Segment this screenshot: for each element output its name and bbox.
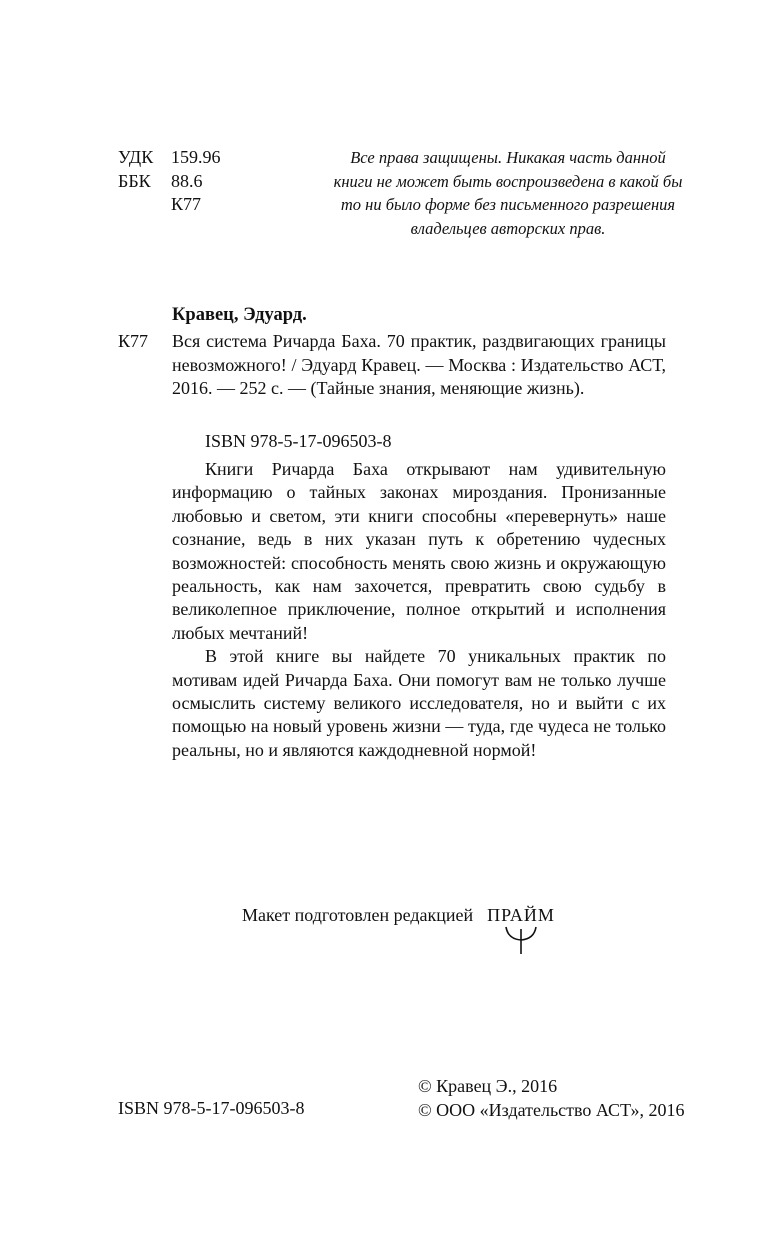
- copyright-publisher: © ООО «Издательство АСТ», 2016: [418, 1099, 685, 1120]
- classification-block: [118, 146, 221, 217]
- publisher-logo: [487, 905, 555, 955]
- isbn-main: ISBN 978-5-17-096503-8: [205, 431, 392, 451]
- bbk-value: 88.6: [171, 170, 203, 191]
- annotation-paragraph: Книги Ричарда Баха открывают нам удивительную информацию о тайных законах мироздания. Пронизанные любовью и светом, эти книги способны «перевернуть» наше сознание, ведь в них указан путь к обретению чудесных возможностей: способность менять свою жизнь и окружающую реальность, как нам захочется, превратить свою судьбу в великолепное приключение, полное открытий и исполнения любых мечтаний!: [172, 459, 666, 643]
- udk-label: УДК: [118, 147, 154, 167]
- bibliographic-entry: Вся система Ричарда Баха. 70 практик, раздвигающих границы невозможного! / Эдуард Кравец. — Москва : Издательство АСТ, 2016. — 252 с. — (Тайные знания, меняющие жизнь).: [172, 331, 666, 398]
- publisher-logo-text: ПРАЙМ: [487, 905, 555, 925]
- author-code-row: [118, 193, 221, 217]
- copyright-block: [418, 1075, 685, 1122]
- annotation: [172, 458, 666, 762]
- layout-credit-text: Макет подготовлен редакцией: [242, 905, 474, 925]
- layout-credit: [242, 905, 555, 955]
- udk-row: [118, 146, 221, 170]
- bbk-row: [118, 170, 221, 194]
- author-code-margin: К77: [118, 331, 149, 351]
- udk-value: 159.96: [171, 147, 221, 167]
- author-code: К77: [171, 194, 202, 214]
- rights-notice: Все права защищены. Никакая часть данной книги не может быть воспроизведена в какой бы то ни было форме без письменного разрешения владельцев авторских прав.: [333, 148, 683, 238]
- isbn-footer: ISBN 978-5-17-096503-8: [118, 1098, 305, 1118]
- bbk-label: ББК: [118, 170, 151, 191]
- psi-emblem-icon: [504, 925, 538, 955]
- copyright-author: © Кравец Э., 2016: [418, 1076, 558, 1096]
- author-heading: Кравец, Эдуард.: [172, 305, 307, 325]
- annotation-paragraph: В этой книге вы найдете 70 уникальных практик по мотивам идей Ричарда Баха. Они помогут вам не только лучше осмыслить систему великого исследователя, но и выйти с их помощью на новый уровень жизни — туда, где чудеса не только реальны, но и являются каждодневной нормой!: [172, 646, 666, 760]
